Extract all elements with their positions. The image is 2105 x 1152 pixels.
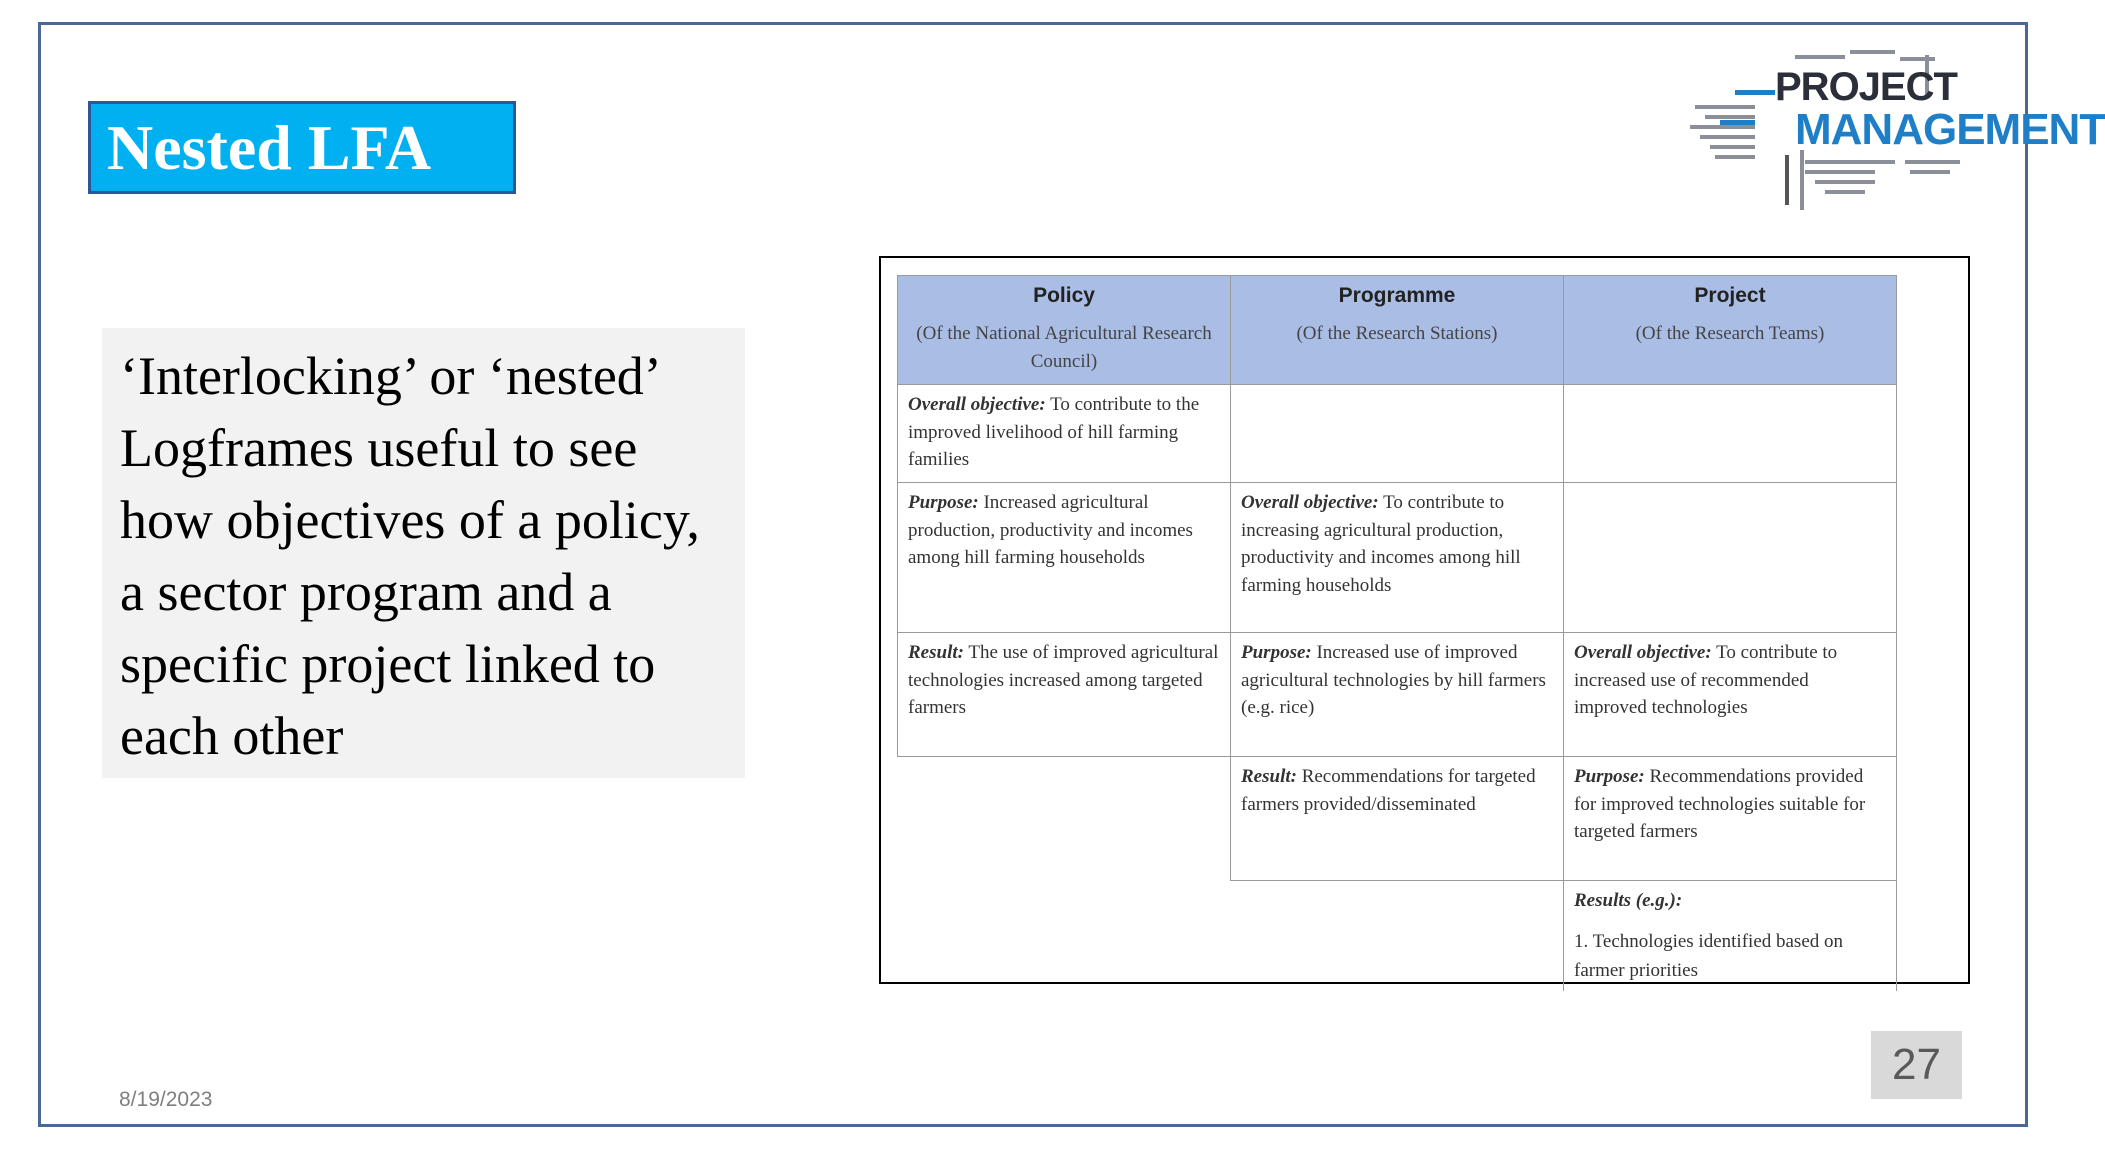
table-row <box>898 757 1897 881</box>
cell-label: Overall objective: <box>1574 642 1712 663</box>
header-title: Project <box>1694 284 1766 307</box>
table-cell <box>898 633 1231 757</box>
description-box <box>102 328 745 778</box>
table-cell <box>1564 633 1897 757</box>
table-row <box>898 881 1897 991</box>
table-cell <box>898 483 1231 633</box>
cell-text: Recommendations for targeted farmers provided/disseminated <box>1241 766 1536 815</box>
cell-text: The use of improved agricultural technologies increased among targeted farmers <box>908 642 1219 718</box>
table-cell <box>898 385 1231 483</box>
header-subtitle: (Of the Research Teams) <box>1635 323 1825 344</box>
header-title: Policy <box>1033 284 1095 307</box>
cell-label: Purpose: <box>1574 766 1645 787</box>
table-cell <box>898 881 1231 991</box>
cell-text: To contribute to increased use of recommended improved technologies <box>1574 642 1838 718</box>
table-cell <box>1231 757 1564 881</box>
cell-label: Result: <box>1241 766 1297 787</box>
nested-lfa-table <box>897 275 1897 991</box>
cell-text: To contribute to increasing agricultural production, productivity and incomes among hill farming households <box>1241 492 1521 596</box>
table-cell <box>898 757 1231 881</box>
table-cell <box>1564 881 1897 991</box>
table-cell <box>1564 385 1897 483</box>
table-row <box>898 483 1897 633</box>
header-programme <box>1231 276 1564 385</box>
table-row <box>898 385 1897 483</box>
table-row <box>898 633 1897 757</box>
cell-list-item: 1. Technologies identified based on farmer priorities <box>1574 930 1844 981</box>
cell-label: Overall objective: <box>1241 492 1379 513</box>
cell-label: Purpose: <box>908 492 979 513</box>
description-text: ‘Interlocking’ or ‘nested’ Logframes useful to see how objectives of a policy, a sector program and a specific project linked to each other <box>120 346 700 766</box>
cell-text: Recommendations provided for improved technologies suitable for targeted farmers <box>1574 766 1866 842</box>
cell-text: Increased use of improved agricultural technologies by hill farmers (e.g. rice) <box>1241 642 1546 718</box>
table-cell <box>1231 633 1564 757</box>
header-subtitle: (Of the Research Stations) <box>1296 323 1498 344</box>
cell-label: Result: <box>908 642 964 663</box>
cell-label: Results (e.g.): <box>1574 890 1683 911</box>
table-cell <box>1231 881 1564 991</box>
cell-text: Increased agricultural production, productivity and incomes among hill farming households <box>908 492 1193 568</box>
header-project <box>1564 276 1897 385</box>
cell-label: Overall objective: <box>908 394 1046 415</box>
slide-title: Nested LFA <box>88 101 516 194</box>
table-cell <box>1231 385 1564 483</box>
page-number: 27 <box>1871 1031 1962 1099</box>
table-cell <box>1564 483 1897 633</box>
table-header-row <box>898 276 1897 385</box>
cell-text: To contribute to the improved livelihood of hill farming families <box>908 394 1200 470</box>
nested-lfa-table-image <box>879 256 1970 984</box>
header-policy <box>898 276 1231 385</box>
project-management-logo <box>1675 45 2105 220</box>
table-cell <box>1231 483 1564 633</box>
logo-word-project: PROJECT <box>1775 65 1957 109</box>
slide-date: 8/19/2023 <box>119 1088 213 1111</box>
table-cell <box>1564 757 1897 881</box>
cell-label: Purpose: <box>1241 642 1312 663</box>
header-title: Programme <box>1338 284 1456 307</box>
logo-word-management: MANAGEMENT <box>1795 105 2105 154</box>
header-subtitle: (Of the National Agricultural Research Council) <box>916 323 1212 372</box>
